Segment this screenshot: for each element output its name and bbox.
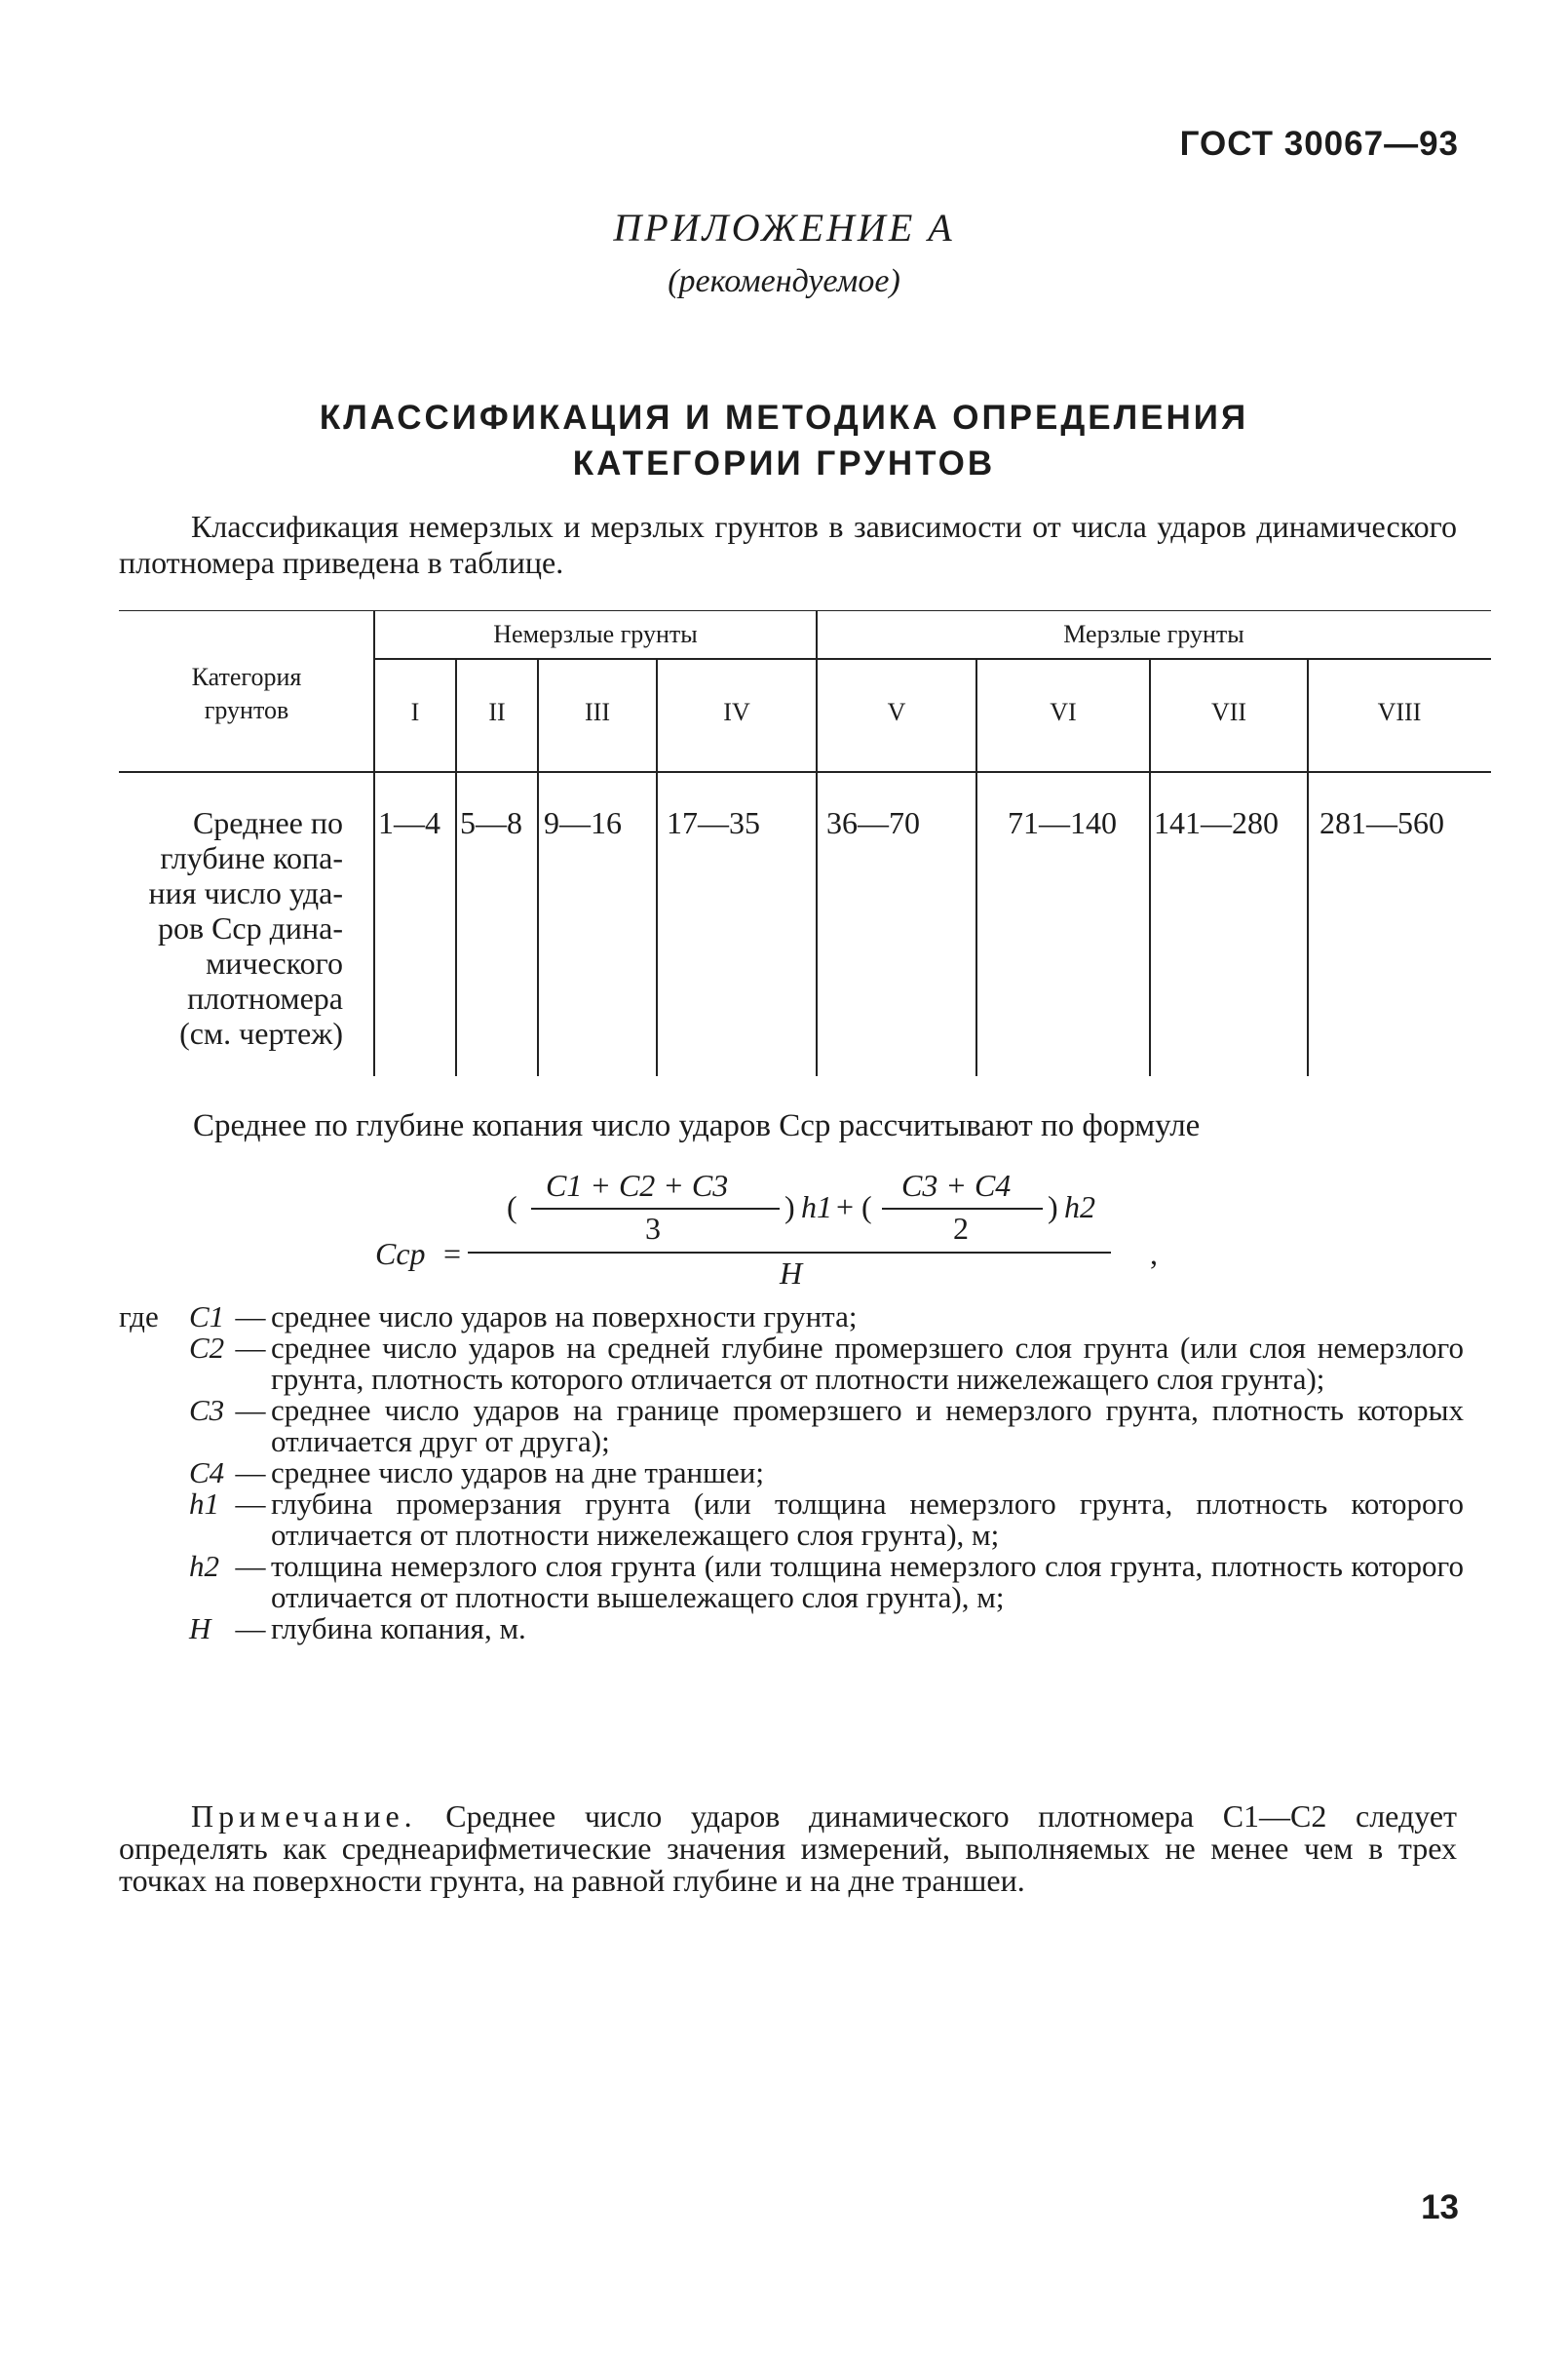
definition-dash: — [235,1487,266,1521]
definition-symbol: C3 [189,1393,225,1427]
formula-h1: h1 [801,1189,832,1224]
formula-comma: , [1150,1236,1158,1271]
formula-den: H [780,1255,803,1291]
formula-h2: h2 [1064,1189,1095,1224]
definition-symbol: C4 [189,1455,225,1489]
section-title-line1: КЛАССИФИКАЦИЯ И МЕТОДИКА ОПРЕДЕЛЕНИЯ [319,399,1249,437]
formula [370,1160,1179,1296]
standard-number: ГОСТ 30067—93 [1179,125,1459,163]
row-label-line: глубине копа- [160,840,343,875]
classification-table [119,610,1493,1078]
definition-item [119,1457,1464,1488]
formula-close-paren-1: ) [784,1189,795,1224]
definition-item [119,1301,1464,1332]
definition-dash: — [235,1455,266,1489]
formula-close-paren-2: ) [1048,1189,1058,1224]
definition-text: глубина промерзания грунта (или толщина немерзлого грунта, плотность которого отличается от плотности нижележащего слоя грунта), м; [271,1487,1464,1552]
group-frozen-header: Мерзлые грунты [1063,620,1244,648]
category-I: I [410,698,420,726]
definition-symbol: H [189,1611,211,1645]
category-header-line1: Категория [191,663,302,691]
definition-symbol: C2 [189,1331,225,1365]
definition-dash: — [235,1549,266,1583]
page-number: 13 [1421,2188,1459,2226]
appendix-title: ПРИЛОЖЕНИЕ А [613,206,955,250]
section-title-line2: КАТЕГОРИИ ГРУНТОВ [572,444,996,483]
category-III: III [585,698,610,726]
row-label-line: плотномера [187,981,343,1016]
row-label-line: ния число уда- [148,875,343,910]
formula-den2: 2 [953,1211,969,1246]
formula-intro: Среднее по глубине копания число ударов Cср рассчитывают по формуле [193,1108,1201,1143]
value-III: 9—16 [544,805,622,840]
formula-num2: C3 + C4 [901,1168,1012,1203]
definition-symbol: C1 [189,1299,225,1333]
definition-symbol: h2 [189,1549,219,1583]
definition-item [119,1551,1464,1613]
category-header-line2: грунтов [204,696,289,724]
category-V: V [887,698,906,726]
value-IV: 17—35 [667,805,760,840]
row-label [119,805,343,1051]
formula-equals: = [443,1236,462,1271]
row-label-line: (см. чертеж) [179,1016,343,1051]
formula-lhs: Cср [375,1236,426,1271]
value-II: 5—8 [460,805,522,840]
definition-dash: — [235,1331,266,1365]
row-label-line: ров Cср дина- [157,910,343,946]
value-VIII: 281—560 [1319,805,1444,840]
definition-item [119,1332,1464,1395]
formula-plus: + [836,1189,855,1224]
category-IV: IV [723,698,750,726]
category-VI: VI [1050,698,1077,726]
row-label-line: мического [206,946,343,981]
definition-text: среднее число ударов на поверхности грунта; [271,1299,858,1333]
definition-dash: — [235,1393,266,1427]
value-V: 36—70 [826,805,920,840]
group-unfrozen-header: Немерзлые грунты [493,620,698,648]
definition-text: глубина копания, м. [271,1611,526,1645]
definition-text: толщина немерзлого слоя грунта (или толщина немерзлого слоя грунта, плотность которого отличается от плотности вышележащего слоя грунта), м; [271,1549,1464,1614]
definition-item [119,1613,1464,1644]
definition-symbol: h1 [189,1487,219,1521]
formula-open-paren-2: ( [861,1189,872,1224]
definition-text: среднее число ударов на границе промерзшего и немерзлого грунта, плотность которых отличается друг от друга); [271,1393,1464,1458]
definition-item [119,1488,1464,1551]
definition-text: среднее число ударов на дне траншеи; [271,1455,764,1489]
row-label-line: Среднее по [192,805,343,840]
note-paragraph [119,1800,1457,1897]
value-VI: 71—140 [1008,805,1117,840]
definitions-list [119,1301,1464,1644]
definition-dash: — [235,1299,266,1333]
category-VII: VII [1210,698,1247,726]
formula-open-paren-1: ( [507,1189,517,1224]
category-VIII: VIII [1377,698,1422,726]
value-I: 1—4 [378,805,440,840]
category-II: II [488,698,506,726]
formula-lines [370,1160,1179,1296]
value-VII: 141—280 [1154,805,1279,840]
definition-text: среднее число ударов на средней глубине промерзшего слоя грунта (или слоя немерзлого грунта, плотность которого отличается от плотности нижележащего слоя грунта); [271,1331,1464,1396]
appendix-status: (рекомендуемое) [668,263,900,299]
where-label: где [119,1299,159,1333]
note-text: Среднее число ударов динамического плотномера C1—C2 следует определять как среднеарифметические значения измерений, выполняемых не менее чем в трех точках на поверхности грунта, на равной глубине и на дне траншеи. [119,1798,1458,1898]
category-header [119,661,374,727]
definition-dash: — [235,1611,266,1645]
definition-item [119,1395,1464,1457]
formula-den1: 3 [645,1211,661,1246]
intro-paragraph: Классификация немерзлых и мерзлых грунтов в зависимости от числа ударов динамического плотномера приведена в таблице. [119,509,1457,580]
note-label: Примечание. [191,1798,417,1834]
section-title [244,395,1324,486]
formula-num1: C1 + C2 + C3 [546,1168,729,1203]
